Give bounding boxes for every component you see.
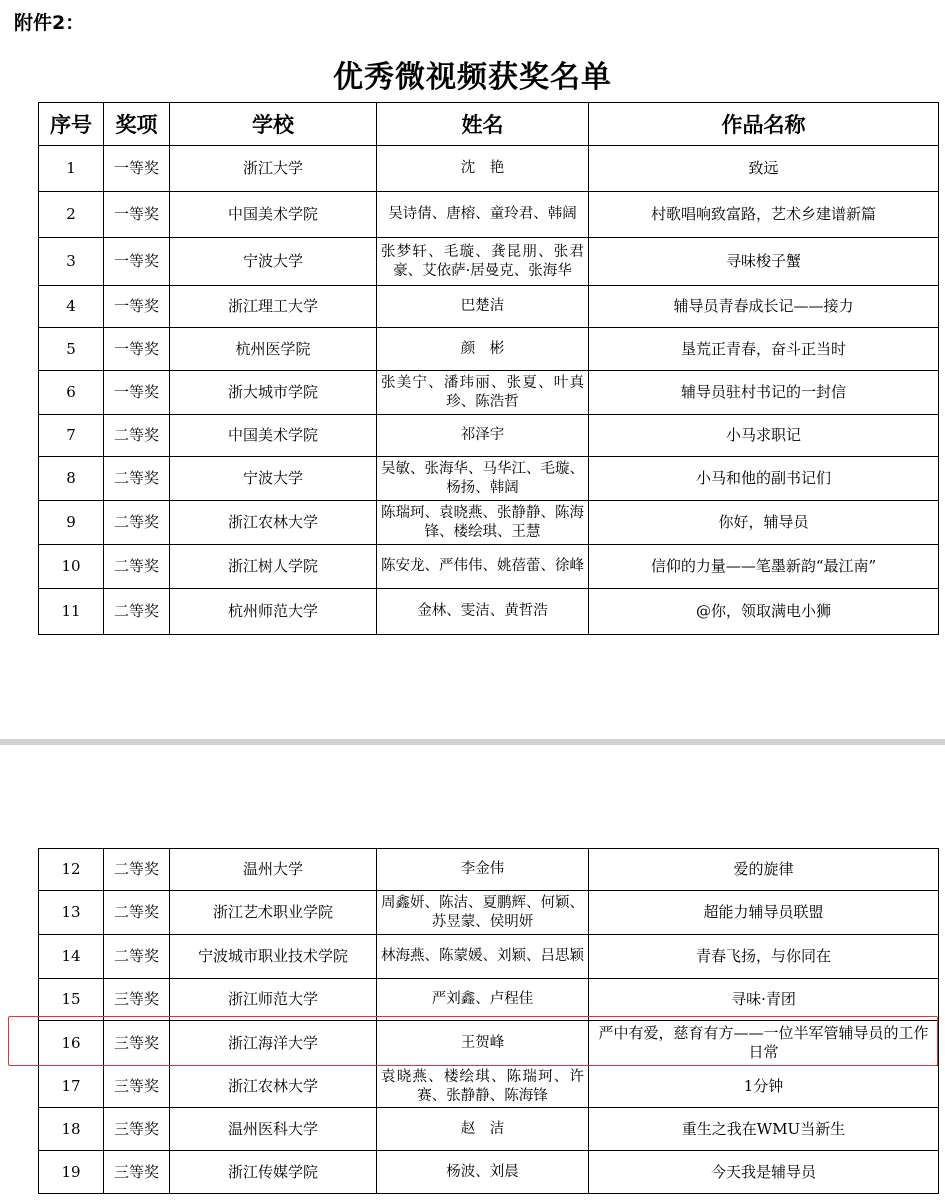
cell-name: 吴诗倩、唐榕、童玲君、韩阔: [377, 192, 589, 238]
cell-work: 爱的旋律: [589, 849, 939, 891]
cell-name: 张梦轩、毛璇、龚昆朋、张君豪、艾依萨·居曼克、张海华: [377, 238, 589, 286]
cell-no: 12: [39, 849, 104, 891]
cell-award: 二等奖: [104, 501, 170, 545]
header-name: 姓名: [377, 103, 589, 146]
table-row: [39, 286, 939, 328]
cell-name: 张美宁、潘玮丽、张夏、叶真珍、陈浩哲: [377, 371, 589, 415]
cell-no: 18: [39, 1108, 104, 1151]
cell-school: 浙江师范大学: [170, 979, 377, 1021]
cell-work: @你，领取满电小狮: [589, 589, 939, 635]
table-row: [39, 457, 939, 501]
table-row: [39, 192, 939, 238]
cell-work: 信仰的力量——笔墨新韵“最江南”: [589, 545, 939, 589]
table-row: [39, 1151, 939, 1194]
cell-award: 三等奖: [104, 1066, 170, 1108]
cell-award: 三等奖: [104, 1108, 170, 1151]
cell-work: 你好，辅导员: [589, 501, 939, 545]
cell-no: 15: [39, 979, 104, 1021]
cell-name: 赵 洁: [377, 1108, 589, 1151]
cell-name: 祁泽宇: [377, 415, 589, 457]
cell-no: 2: [39, 192, 104, 238]
cell-no: 7: [39, 415, 104, 457]
cell-school: 宁波大学: [170, 238, 377, 286]
cell-school: 杭州医学院: [170, 328, 377, 371]
cell-school: 浙大城市学院: [170, 371, 377, 415]
cell-award: 三等奖: [104, 1021, 170, 1066]
cell-no: 8: [39, 457, 104, 501]
cell-no: 6: [39, 371, 104, 415]
cell-name: 陈安龙、严伟伟、姚蓓蕾、徐峰: [377, 545, 589, 589]
cell-award: 二等奖: [104, 415, 170, 457]
cell-award: 一等奖: [104, 328, 170, 371]
cell-work: 青春飞扬，与你同在: [589, 935, 939, 979]
table-row: [39, 849, 939, 891]
cell-no: 16: [39, 1021, 104, 1066]
cell-work: 小马和他的副书记们: [589, 457, 939, 501]
cell-no: 11: [39, 589, 104, 635]
cell-work: 村歌唱响致富路，艺术乡建谱新篇: [589, 192, 939, 238]
cell-no: 10: [39, 545, 104, 589]
cell-school: 浙江农林大学: [170, 501, 377, 545]
cell-school: 浙江理工大学: [170, 286, 377, 328]
cell-work: 重生之我在WMU当新生: [589, 1108, 939, 1151]
cell-award: 三等奖: [104, 979, 170, 1021]
cell-award: 二等奖: [104, 935, 170, 979]
table-row: [39, 1108, 939, 1151]
cell-name: 周鑫妍、陈洁、夏鹏辉、何颖、苏昱蒙、侯明妍: [377, 891, 589, 935]
table-row: [39, 935, 939, 979]
table-row: [39, 979, 939, 1021]
table-row: [39, 146, 939, 192]
cell-school: 杭州师范大学: [170, 589, 377, 635]
cell-name: 杨波、刘晨: [377, 1151, 589, 1194]
award-table-page-2: [38, 848, 939, 1194]
cell-name: 巴楚洁: [377, 286, 589, 328]
table-row: [39, 238, 939, 286]
cell-name: 李金伟: [377, 849, 589, 891]
cell-no: 9: [39, 501, 104, 545]
table-row: [39, 328, 939, 371]
cell-name: 袁晓燕、楼绘琪、陈瑞珂、许赛、张静静、陈海锋: [377, 1066, 589, 1108]
attachment-label: 附件2：: [14, 12, 85, 34]
cell-work: 严中有爱，慈育有方——一位半军管辅导员的工作日常: [589, 1021, 939, 1066]
table-row: [39, 415, 939, 457]
cell-school: 中国美术学院: [170, 415, 377, 457]
cell-award: 一等奖: [104, 371, 170, 415]
cell-school: 宁波城市职业技术学院: [170, 935, 377, 979]
cell-school: 浙江农林大学: [170, 1066, 377, 1108]
cell-award: 一等奖: [104, 192, 170, 238]
cell-no: 1: [39, 146, 104, 192]
table-row: [39, 891, 939, 935]
cell-work: 寻味·青团: [589, 979, 939, 1021]
cell-no: 3: [39, 238, 104, 286]
cell-work: 辅导员青春成长记——接力: [589, 286, 939, 328]
table-row: [39, 589, 939, 635]
cell-school: 宁波大学: [170, 457, 377, 501]
cell-name: 金林、雯洁、黄哲浩: [377, 589, 589, 635]
cell-work: 今天我是辅导员: [589, 1151, 939, 1194]
cell-award: 一等奖: [104, 286, 170, 328]
cell-name: 林海燕、陈蒙媛、刘颖、吕思颖: [377, 935, 589, 979]
cell-school: 浙江海洋大学: [170, 1021, 377, 1066]
cell-work: 超能力辅导员联盟: [589, 891, 939, 935]
cell-award: 二等奖: [104, 457, 170, 501]
cell-no: 4: [39, 286, 104, 328]
cell-work: 小马求职记: [589, 415, 939, 457]
cell-award: 二等奖: [104, 589, 170, 635]
cell-no: 19: [39, 1151, 104, 1194]
cell-work: 致远: [589, 146, 939, 192]
cell-no: 5: [39, 328, 104, 371]
cell-award: 二等奖: [104, 849, 170, 891]
header-school: 学校: [170, 103, 377, 146]
cell-no: 17: [39, 1066, 104, 1108]
cell-name: 王贺峰: [377, 1021, 589, 1066]
cell-work: 垦荒正青春，奋斗正当时: [589, 328, 939, 371]
cell-work: 辅导员驻村书记的一封信: [589, 371, 939, 415]
cell-no: 13: [39, 891, 104, 935]
cell-school: 浙江传媒学院: [170, 1151, 377, 1194]
cell-school: 温州大学: [170, 849, 377, 891]
header-no: 序号: [39, 103, 104, 146]
page-title: 优秀微视频获奖名单: [333, 60, 612, 95]
header-award: 奖项: [104, 103, 170, 146]
table-row: [39, 501, 939, 545]
page-divider: [0, 739, 945, 745]
cell-award: 一等奖: [104, 238, 170, 286]
cell-school: 浙江树人学院: [170, 545, 377, 589]
award-table-page-1: [38, 102, 939, 635]
table-row: [39, 1021, 939, 1066]
cell-work: 寻味梭子蟹: [589, 238, 939, 286]
cell-work: 1分钟: [589, 1066, 939, 1108]
cell-name: 吴敏、张海华、马华江、毛璇、杨扬、韩阔: [377, 457, 589, 501]
header-work: 作品名称: [589, 103, 939, 146]
cell-school: 浙江艺术职业学院: [170, 891, 377, 935]
table-row: [39, 545, 939, 589]
cell-award: 一等奖: [104, 146, 170, 192]
table-row: [39, 371, 939, 415]
cell-name: 颜 彬: [377, 328, 589, 371]
cell-school: 中国美术学院: [170, 192, 377, 238]
cell-name: 沈 艳: [377, 146, 589, 192]
table-row: [39, 1066, 939, 1108]
cell-award: 二等奖: [104, 545, 170, 589]
table-header-row: [39, 103, 939, 146]
cell-name: 陈瑞珂、袁晓燕、张静静、陈海锋、楼绘琪、王慧: [377, 501, 589, 545]
cell-school: 温州医科大学: [170, 1108, 377, 1151]
cell-name: 严刘鑫、卢程佳: [377, 979, 589, 1021]
cell-no: 14: [39, 935, 104, 979]
cell-award: 三等奖: [104, 1151, 170, 1194]
cell-award: 二等奖: [104, 891, 170, 935]
cell-school: 浙江大学: [170, 146, 377, 192]
